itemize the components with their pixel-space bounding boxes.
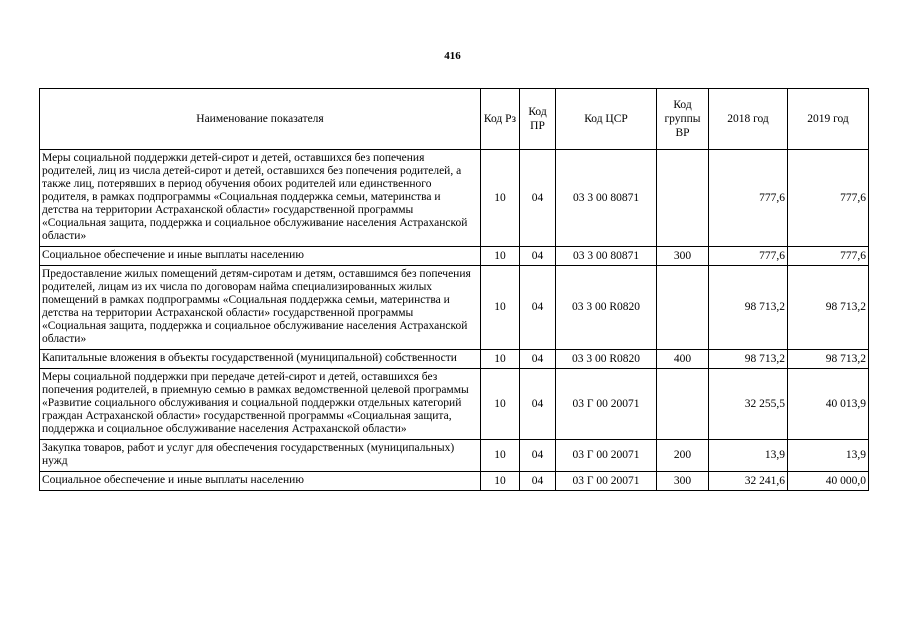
cell-pr: 04 — [520, 369, 556, 440]
header-2018: 2018 год — [709, 89, 788, 150]
cell-2019: 40 000,0 — [788, 472, 869, 491]
cell-name: Социальное обеспечение и иные выплаты населению — [40, 247, 481, 266]
cell-vr — [657, 266, 709, 350]
cell-vr — [657, 369, 709, 440]
cell-pr: 04 — [520, 247, 556, 266]
cell-2018: 32 241,6 — [709, 472, 788, 491]
table-row — [40, 266, 869, 350]
cell-pr: 04 — [520, 472, 556, 491]
table-row — [40, 150, 869, 247]
header-rz: Код Рз — [481, 89, 520, 150]
cell-2018: 13,9 — [709, 440, 788, 472]
header-2019: 2019 год — [788, 89, 869, 150]
cell-2019: 777,6 — [788, 150, 869, 247]
cell-vr: 300 — [657, 472, 709, 491]
cell-rz: 10 — [481, 369, 520, 440]
cell-2018: 777,6 — [709, 150, 788, 247]
table-row — [40, 472, 869, 491]
cell-name: Капитальные вложения в объекты государственной (муниципальной) собственности — [40, 350, 481, 369]
cell-csr: 03 3 00 R0820 — [556, 266, 657, 350]
cell-name: Меры социальной поддержки при передаче детей-сирот и детей, оставшихся без попечения родителей, в приемную семью в рамках ведомственной целевой программы «Развитие социального обслуживания и социальной поддержки отдельных категорий граждан Астраханской области» государственной программы «Социальная защита, поддержка и социальное обслуживание населения Астраханской области» — [40, 369, 481, 440]
budget-table — [39, 88, 869, 491]
table-row — [40, 440, 869, 472]
cell-csr: 03 Г 00 20071 — [556, 440, 657, 472]
cell-2019: 777,6 — [788, 247, 869, 266]
cell-rz: 10 — [481, 472, 520, 491]
cell-vr — [657, 150, 709, 247]
cell-2019: 13,9 — [788, 440, 869, 472]
cell-pr: 04 — [520, 266, 556, 350]
cell-2018: 32 255,5 — [709, 369, 788, 440]
cell-csr: 03 Г 00 20071 — [556, 369, 657, 440]
cell-name: Закупка товаров, работ и услуг для обеспечения государственных (муниципальных) нужд — [40, 440, 481, 472]
table-header-row — [40, 89, 869, 150]
cell-rz: 10 — [481, 266, 520, 350]
cell-vr: 300 — [657, 247, 709, 266]
cell-2018: 777,6 — [709, 247, 788, 266]
header-pr: Код ПР — [520, 89, 556, 150]
cell-csr: 03 3 00 80871 — [556, 247, 657, 266]
table-row — [40, 247, 869, 266]
cell-name: Социальное обеспечение и иные выплаты населению — [40, 472, 481, 491]
cell-rz: 10 — [481, 440, 520, 472]
cell-csr: 03 3 00 80871 — [556, 150, 657, 247]
page-number: 416 — [444, 50, 461, 62]
table-row — [40, 369, 869, 440]
cell-pr: 04 — [520, 350, 556, 369]
cell-name: Предоставление жилых помещений детям-сиротам и детям, оставшимся без попечения родителей, лицам из их числа по договорам найма специализированных жилых помещений в рамках подпрограммы «Социальная поддержка семьи, материнства и детства на территории Астраханской области» государственной программы «Социальная защита, поддержка и социальное обслуживание населения Астраханской области» — [40, 266, 481, 350]
cell-rz: 10 — [481, 350, 520, 369]
cell-2019: 98 713,2 — [788, 350, 869, 369]
cell-2018: 98 713,2 — [709, 350, 788, 369]
header-csr: Код ЦСР — [556, 89, 657, 150]
header-vr: Код группы ВР — [657, 89, 709, 150]
table-row — [40, 350, 869, 369]
cell-vr: 200 — [657, 440, 709, 472]
cell-csr: 03 3 00 R0820 — [556, 350, 657, 369]
header-name: Наименование показателя — [40, 89, 481, 150]
cell-2019: 40 013,9 — [788, 369, 869, 440]
cell-rz: 10 — [481, 150, 520, 247]
cell-pr: 04 — [520, 440, 556, 472]
cell-csr: 03 Г 00 20071 — [556, 472, 657, 491]
cell-pr: 04 — [520, 150, 556, 247]
cell-vr: 400 — [657, 350, 709, 369]
cell-rz: 10 — [481, 247, 520, 266]
cell-2019: 98 713,2 — [788, 266, 869, 350]
cell-name: Меры социальной поддержки детей-сирот и детей, оставшихся без попечения родителей, лиц из числа детей-сирот и детей, оставшихся без попечения родителей, а также лиц, потерявших в период обучения обоих родителей или единственного родителя, в рамках подпрограммы «Социальная поддержка семьи, материнства и детства на территории Астраханской области» государственной программы «Социальная защита, поддержка и социальное обслуживание населения Астраханской области» — [40, 150, 481, 247]
cell-2018: 98 713,2 — [709, 266, 788, 350]
